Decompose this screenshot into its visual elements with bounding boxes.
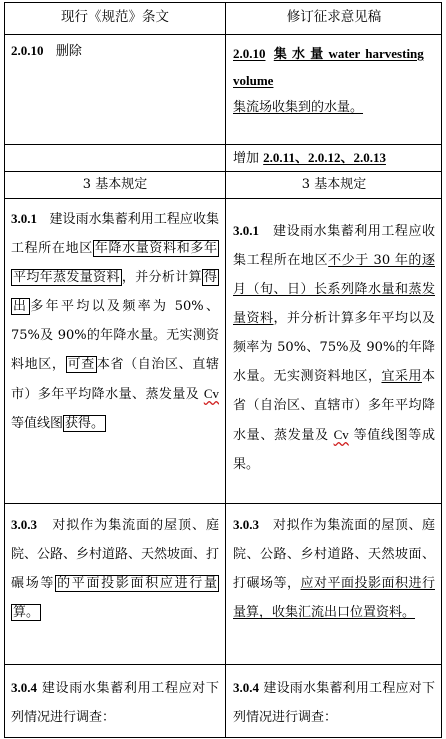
row-divider bbox=[5, 34, 441, 35]
boxed-text: 的平面投影面积应进行量算。 bbox=[13, 576, 217, 620]
clause-term: 集 水 量 water harvesting volume bbox=[233, 46, 424, 88]
underlined-text: 不少于 30 年的逐月（旬、日）长系列降水量和蒸发量资料 bbox=[233, 253, 435, 326]
clause-text: 建设雨水集蓄利用工程应收集工程所在地区 bbox=[233, 224, 435, 268]
added-prefix: 增加 bbox=[233, 151, 260, 166]
header-revision-draft: 修订征求意见稿 bbox=[286, 9, 382, 25]
clause-3-0-4-current bbox=[11, 673, 219, 732]
clause-text: 本省（自治区、直辖市）多年平均降水量、蒸发量及 bbox=[233, 369, 435, 443]
clause-text: 删除 bbox=[55, 44, 82, 59]
underlined-text: 宜采用 bbox=[381, 369, 422, 384]
clause-number: 2.0.10 bbox=[233, 46, 266, 61]
clause-text: 对拟作为集流面的屋顶、庭院、公路、乡村道路、天然坡面、打碾场等 bbox=[11, 518, 220, 591]
cv-symbol: Cv bbox=[203, 386, 219, 401]
underlined-text: 应对平面投影面积进行量算，收集汇流出口位置资料。 bbox=[233, 576, 435, 620]
clause-text: 建设雨水集蓄利用工程应收集工程所在地区 bbox=[11, 212, 219, 256]
clause-3-0-3-revised bbox=[233, 510, 441, 627]
comparison-table bbox=[4, 2, 442, 738]
header-current-clause: 现行《规范》条文 bbox=[61, 9, 169, 25]
row-divider bbox=[5, 144, 441, 145]
clause-added-notice bbox=[233, 146, 441, 171]
section-title-revised: 3 基本规定 bbox=[301, 177, 367, 192]
clause-text: 建设雨水集蓄利用工程应对下列情况进行调查： bbox=[11, 681, 219, 725]
row-divider bbox=[5, 171, 441, 172]
section-title-current: 3 基本规定 bbox=[82, 177, 148, 192]
clause-text: 多年平均以及频率为 50%、75%及 90%的年降水量。无实测资料地区， bbox=[11, 299, 219, 372]
clause-number: 3.0.3 bbox=[233, 517, 259, 532]
boxed-text: 年降水量资料和多年平均年蒸发量资料 bbox=[13, 241, 217, 285]
added-clauses: 2.0.11、2.0.12、2.0.13 bbox=[263, 150, 386, 165]
cv-symbol: Cv bbox=[333, 427, 349, 442]
clause-2-0-10-current bbox=[11, 39, 219, 64]
clause-number: 3.0.3 bbox=[11, 517, 37, 532]
clause-text: 建设雨水集蓄利用工程应对下列情况进行调查： bbox=[233, 681, 435, 725]
clause-text: 等值线图 bbox=[11, 416, 64, 431]
column-divider bbox=[225, 3, 226, 737]
clause-text: 本省（自治区、直辖市）多年平均降水量、蒸发量及 bbox=[11, 357, 219, 402]
clause-number: 3.0.4 bbox=[11, 680, 37, 695]
clause-number: 3.0.1 bbox=[11, 211, 37, 226]
clause-3-0-3-current bbox=[11, 510, 219, 627]
boxed-text: 得出 bbox=[13, 270, 217, 314]
clause-3-0-1-revised bbox=[233, 216, 441, 479]
clause-definition: 集流场收集到的水量。 bbox=[233, 100, 364, 115]
clause-text: 等值线图等成果。 bbox=[233, 428, 435, 472]
clause-number: 3.0.1 bbox=[233, 223, 259, 238]
boxed-text: 可查 bbox=[67, 357, 95, 372]
row-divider bbox=[5, 503, 441, 504]
clause-text: ，并分析计算 bbox=[121, 270, 202, 285]
clause-number: 3.0.4 bbox=[233, 680, 259, 695]
clause-number: 2.0.10 bbox=[11, 43, 44, 58]
clause-text: 对拟作为集流面的屋顶、庭院、公路、乡村道路、天然坡面、打碾场等， bbox=[233, 518, 435, 591]
clause-2-0-10-revised bbox=[233, 41, 441, 121]
clause-3-0-4-revised bbox=[233, 673, 441, 732]
row-divider bbox=[5, 198, 441, 199]
clause-text: ，并分析计算多年平均以及频率为 50%、75%及 90%的年降水量。无实测资料地区， bbox=[233, 311, 435, 384]
clause-3-0-1-current bbox=[11, 204, 219, 438]
row-divider bbox=[5, 664, 441, 665]
boxed-text: 获得。 bbox=[65, 416, 105, 431]
